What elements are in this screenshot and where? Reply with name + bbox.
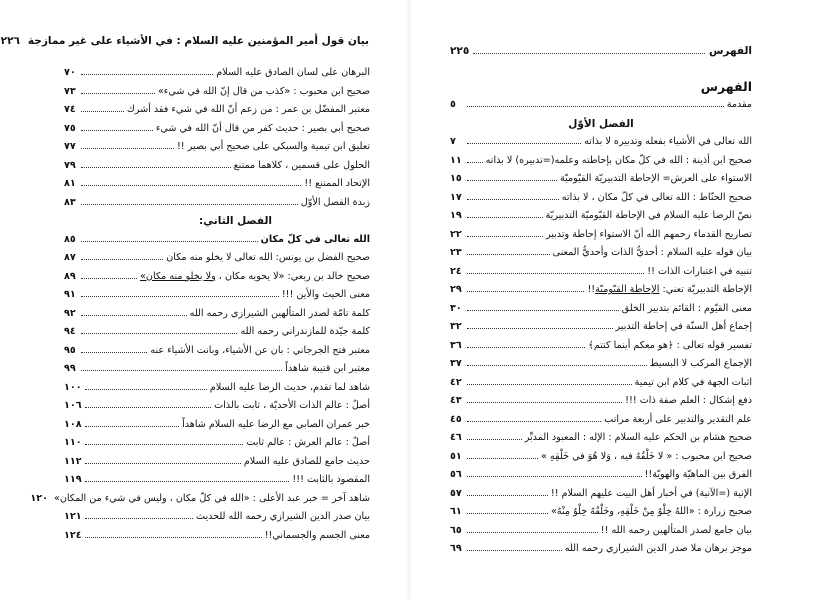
toc-entry-title: [190, 308, 370, 319]
toc-entry-title: [182, 419, 370, 430]
toc-entry-title-text: صحيح خالد بن ربعي: «لا يحويه مكان ،: [215, 270, 370, 282]
leader-dots: [467, 254, 550, 255]
toc-entry-title: [140, 271, 370, 282]
toc-entry-page-number: ٤٢: [450, 376, 462, 388]
toc-entry-title: [562, 192, 752, 203]
toc-entry: [64, 123, 370, 142]
toc-entry: [64, 86, 370, 105]
toc-entry: [450, 525, 752, 544]
toc-entry: [450, 321, 752, 340]
toc-entry: [64, 400, 370, 419]
toc-entry-title: [54, 493, 370, 504]
toc-entry-title: [635, 377, 752, 388]
toc-entry-title-text: الاستواء على العرش= الإحاطة التدبيريّة القيّوميّة: [559, 173, 752, 184]
toc-entry: [450, 358, 752, 377]
toc-entry: [30, 492, 370, 512]
toc-entry: [450, 432, 752, 451]
right-page: [410, 0, 817, 599]
toc-entry-title: [246, 437, 370, 448]
toc-entry-title: [565, 543, 752, 554]
toc-entry-title-text: صحيح أبي بصير : حديث كفر من قال أنّ الله في شيء: [155, 122, 370, 134]
toc-entry-title-text: شاهد لما تقدم، حديث الرضا عليه السلام: [209, 381, 370, 393]
leader-dots: [467, 273, 644, 274]
toc-entry-title-text: دفع إشكال : العلم صفة ذات !!!: [625, 395, 752, 406]
leader-dots: [81, 185, 301, 186]
toc-entry-title-text: بيان جامع لصدر المتألهين رحمه الله !!: [600, 524, 752, 536]
toc-entry-page-number: ٩٩: [64, 363, 76, 374]
leader-dots: [85, 537, 262, 538]
leader-dots: [85, 463, 241, 464]
toc-entry-page-number: ٥٦: [450, 469, 462, 480]
toc-entry-title: [244, 456, 370, 467]
toc-entry-page-number: ٧٧: [64, 141, 76, 152]
leader-dots: [467, 402, 622, 403]
toc-entry: [450, 340, 752, 359]
toc-entry: [64, 234, 370, 253]
toc-entry-page-number: ٢٢: [450, 228, 462, 240]
toc-entry-title-text: صحيح الفضل بن يونس: الله تعالى لا يخلو منه مكان: [166, 252, 370, 263]
toc-entry-title-text: الحلول على قسمين ، كلاهما ممتنع: [233, 159, 370, 171]
toc-entry: [64, 456, 370, 475]
index-title: [450, 79, 752, 99]
toc-entry: [64, 197, 370, 216]
toc-entry: [64, 289, 370, 308]
toc-entry-page-number: ٥: [450, 99, 456, 110]
leader-dots: [85, 444, 244, 445]
page-number: ٢٢٦: [0, 35, 20, 47]
toc-entry-page-number: ٣٢: [450, 321, 462, 332]
toc-entry-title: [285, 363, 370, 374]
toc-entry-page-number: ٩٥: [64, 344, 76, 356]
toc-list-left: [30, 67, 370, 548]
toc-entry-page-number: ١٠٦: [64, 400, 82, 411]
toc-entry-page-number: ٧٤: [64, 104, 76, 115]
toc-entry-title-text: زبدة الفصل الأوّل: [300, 196, 370, 208]
toc-entry: [450, 136, 752, 155]
toc-entry-title: [546, 210, 753, 221]
leader-dots: [81, 352, 147, 353]
toc-entry: [64, 160, 370, 179]
toc-entry: [450, 303, 752, 322]
leader-dots: [473, 53, 705, 54]
toc-entry-page-number: ١٢٠: [30, 492, 48, 504]
toc-entry-title: [216, 67, 370, 78]
toc-entry-title-text: صحيح ابن أذينة : الله في كلّ مكان بإحاطته وعلمه(=تدبيره) لا بذاته: [485, 154, 752, 166]
toc-entry-title: [292, 474, 370, 485]
toc-entry: [450, 155, 752, 174]
toc-entry-title: [588, 340, 752, 351]
toc-entry-title: [541, 451, 752, 462]
toc-entry-title-text: أصلٌ : عالم الذات الأحديّة ، ثابت بالذات: [214, 400, 370, 411]
toc-entry-title-text: الله تعالى في الأشياء بفعله وتدبيره لا بذاته: [584, 136, 752, 147]
toc-entry-title-text: حديث جامع للصادق عليه السلام: [243, 455, 370, 467]
toc-entry-page-number: ١٧: [450, 191, 462, 203]
toc-entry: [64, 104, 370, 123]
toc-entry-page-number: ١١٩: [64, 474, 82, 485]
toc-entry-page-number: ٦١: [450, 506, 462, 517]
toc-entry: [64, 530, 370, 549]
toc-entry-title: [196, 511, 370, 522]
toc-entry-title: [240, 326, 370, 337]
leader-dots: [467, 458, 538, 459]
leader-dots: [467, 421, 601, 422]
toc-entry: [450, 451, 752, 470]
leader-dots: [81, 93, 155, 94]
toc-entry: [450, 266, 752, 285]
toc-entry-title-text: صحيح ابن محبوب : «كذب من قال إنّ الله في شيء»: [157, 85, 370, 97]
toc-entry-page-number: ٢٤: [450, 265, 462, 277]
toc-entry: [450, 229, 752, 248]
toc-entry-title: [560, 173, 752, 184]
toc-entry-title-text: الإتحاد الممتنع !!: [304, 178, 370, 189]
toc-entry-page-number: ٧٩: [64, 159, 76, 171]
chapter-heading: [450, 118, 752, 137]
toc-entry-page-number: ١٢٤: [64, 529, 82, 541]
toc-entry: [64, 474, 370, 493]
toc-entry-title-text: أصلٌ : عالم العرش : عالم ثابت: [246, 437, 370, 448]
toc-entry-page-number: ٩٤: [64, 326, 76, 337]
toc-entry: [64, 141, 370, 160]
toc-entry-page-number: ٨١: [64, 178, 76, 189]
toc-entry: [450, 543, 752, 562]
toc-entry-title-text: صحيح هشام بن الحكم عليه السلام : الإله : المعبود المدبِّر: [524, 432, 752, 443]
leader-dots: [467, 199, 559, 200]
leader-dots: [467, 550, 562, 551]
toc-entry-title: [587, 284, 752, 295]
toc-entry-title: [210, 382, 370, 393]
toc-entry-title-text: اثبات الجهة في كلام ابن تيمية: [634, 376, 752, 388]
leader-dots: [81, 130, 153, 131]
running-header: [450, 45, 752, 57]
toc-entry-page-number: ٨٥: [64, 233, 76, 245]
leader-dots: [81, 259, 163, 260]
toc-entry: [64, 326, 370, 345]
toc-entry-title: [553, 247, 752, 258]
underlined-phrase: الإحاطة القيّوميّة: [595, 284, 660, 295]
toc-entry-title: [177, 141, 370, 152]
toc-entry-page-number: ٤٥: [450, 413, 462, 425]
leader-dots: [467, 236, 543, 237]
toc-entry-title-text: الإجماع المركب لا البسيط: [649, 358, 752, 369]
toc-entry-title: [214, 400, 370, 411]
toc-entry-title: [282, 289, 370, 300]
toc-entry: [450, 414, 752, 433]
toc-entry-page-number: ٢٩: [450, 284, 462, 295]
toc-entry-title: [261, 234, 370, 245]
leader-dots: [85, 518, 193, 519]
toc-entry-page-number: ٣٠: [450, 302, 462, 314]
toc-entry-title-text: تعليق ابن تيمية والسبكي على صحيح أبي بصير !!: [176, 141, 370, 152]
underlined-phrase: ولا يخلو منه مكان»: [140, 270, 216, 282]
leader-dots: [467, 495, 548, 496]
leader-dots: [467, 106, 724, 107]
running-header: [0, 35, 369, 47]
toc-entry-page-number: ٥١: [450, 450, 462, 462]
toc-entry: [450, 506, 752, 525]
leader-dots: [81, 315, 187, 316]
toc-entry-title: [645, 469, 752, 480]
leader-dots: [467, 162, 483, 163]
toc-entry-page-number: ٦٥: [450, 524, 462, 536]
leader-dots: [467, 291, 584, 292]
toc-entry-title: [650, 358, 752, 369]
toc-entry-title-text: شاهد آخر = خبر عبد الأعلى : «الله في كلّ مكان ، وليس في شيء من المكان»: [53, 492, 370, 504]
leader-dots: [81, 333, 237, 334]
toc-entry: [64, 345, 370, 364]
toc-entry-page-number: ١٠٠: [64, 381, 82, 393]
leader-dots: [467, 328, 613, 329]
toc-entry-page-number: ٣٧: [450, 358, 462, 369]
chapter-heading: [64, 215, 370, 234]
leader-dots: [467, 217, 543, 218]
leader-dots: [85, 426, 180, 427]
leader-dots: [467, 384, 632, 385]
chapter-heading-text: الفصل الأوّل: [568, 117, 634, 130]
toc-entry: [450, 173, 752, 192]
toc-entry-title-text: معنى الجسم والجسماني!!: [264, 529, 370, 541]
toc-entry-title-text: تفسير قوله تعالى : ﴿هو معكم أينما كنتم﴾: [588, 339, 752, 351]
toc-entry-title: [601, 525, 752, 536]
leader-dots: [85, 407, 212, 408]
toc-entry-page-number: ٩٢: [64, 307, 76, 319]
leader-dots: [467, 513, 548, 514]
toc-entry-title-text: معنى الحيث والأين !!!: [281, 289, 370, 300]
toc-entry-page-number: ٤٦: [450, 432, 462, 443]
toc-entry-title: [265, 530, 370, 541]
toc-entry: [450, 395, 752, 414]
toc-entry-title-text: تصاريح القدماء رحمهم الله أنّ الاستواء إحاطة وتدبير: [545, 228, 752, 240]
toc-entry-title: [158, 86, 370, 97]
leader-dots: [81, 278, 137, 279]
toc-entry: [64, 178, 370, 197]
toc-entry: [64, 271, 370, 290]
toc-entry-title: [304, 178, 370, 189]
toc-entry-title: [301, 197, 370, 208]
toc-entry-page-number: ١١٢: [64, 455, 82, 467]
toc-entry-page-number: ٦٩: [450, 543, 462, 554]
leader-dots: [467, 347, 585, 348]
toc-entry-title-text: علم التقدير والتدبير على أربعة مراتب: [604, 413, 752, 425]
toc-entry-title-text: مقدمة: [726, 99, 752, 110]
toc-entry-page-number: ٩١: [64, 289, 76, 300]
toc-entry-page-number: ١٥: [450, 173, 462, 184]
toc-entry-title: [166, 252, 370, 263]
toc-entry-title: [546, 229, 752, 240]
toc-entry-title: [625, 395, 752, 406]
toc-entry: [64, 252, 370, 271]
leader-dots: [81, 370, 282, 371]
toc-entry-title-text: صحيح الحنّاط : الله تعالى في كلّ مكان ، لا بذاته: [561, 191, 752, 203]
leader-dots: [467, 143, 581, 144]
leader-dots: [81, 296, 279, 297]
leader-dots: [85, 389, 207, 390]
toc-entry-page-number: ٧٠: [64, 67, 76, 78]
toc-entry-title-text: معتبر المفضّل بن عمر : من زعم أنّ الله في شيء فقد أشرك: [126, 104, 370, 115]
index-title-text: الفهرس: [700, 79, 752, 94]
toc-entry-page-number: ٨٩: [64, 270, 76, 282]
leader-dots: [81, 167, 231, 168]
leader-dots: [467, 365, 647, 366]
toc-entry-page-number: ٧٣: [64, 85, 76, 97]
toc-list-right: [450, 79, 752, 562]
leader-dots: [467, 310, 619, 311]
toc-entry: [64, 419, 370, 438]
leader-dots: [81, 74, 213, 75]
toc-entry-title: [647, 266, 752, 277]
leader-dots: [467, 532, 598, 533]
leader-dots: [81, 241, 258, 242]
toc-entry-title: [127, 104, 370, 115]
toc-entry-page-number: ١١: [450, 154, 462, 166]
toc-entry: [450, 247, 752, 266]
toc-entry-title: [616, 321, 752, 332]
toc-entry-title-text: صحيح ابن محبوب : « لا خَلْقُهُ فيه ، وَلا هُوَ في خَلْقِهِ »: [541, 450, 752, 462]
toc-entry: [450, 469, 752, 488]
toc-entry: [64, 363, 370, 382]
toc-entry-title-text: الفرق بين الماهيّة والهويّة!!: [644, 469, 752, 480]
toc-entry-title: [234, 160, 370, 171]
toc-entry-title-text: الله تعالى في كلّ مكان: [260, 233, 370, 245]
toc-entry-title-text: الإنية (=الآنية) في أخبار أهل البيت عليهم السلام !!: [550, 487, 752, 499]
leader-dots: [467, 439, 522, 440]
toc-entry: [450, 210, 752, 229]
leader-dots: [81, 204, 298, 205]
toc-entry-title-text: تنبيه في اعتبارات الذات !!: [647, 265, 752, 277]
running-header-title: الفهرس: [708, 45, 752, 57]
toc-entry-page-number: ١٠٨: [64, 418, 82, 430]
toc-entry-page-number: ١٢١: [64, 511, 82, 522]
toc-entry: [64, 67, 370, 86]
toc-entry-title-text: نصّ الرضا عليه السلام في الإحاطة القيّوميّة التدبيريّة: [545, 210, 752, 221]
toc-entry-title-text: معتبر ابن قتيبة شاهداً: [285, 363, 370, 374]
toc-entry-title-text: كلمة تامّة لصدر المتألهين الشيرازي رحمه الله: [189, 307, 370, 319]
toc-entry: [450, 99, 752, 118]
toc-entry-title: [604, 414, 752, 425]
toc-entry-title: [525, 432, 752, 443]
toc-entry-title-text: صحيح زرارة : «اللهُ خِلْوٌ مِنْ خَلْقِهِ، وخَلْقُهُ خِلْوٌ مِنْهُ»: [550, 506, 752, 517]
toc-entry-title-text: خبر عمران الصابي مع الرضا عليه السلام شاهداً: [182, 418, 370, 430]
toc-entry-page-number: ٨٧: [64, 252, 76, 263]
toc-entry-page-number: ٥٧: [450, 487, 462, 499]
toc-entry-title: [551, 506, 752, 517]
running-header-title: بيان قول أمير المؤمنين عليه السلام : في الأشياء على غير ممازجة: [27, 35, 369, 47]
toc-entry: [450, 488, 752, 507]
toc-entry-title-text: معنى القيّوم : القائم بتدبير الخلق: [621, 302, 752, 314]
toc-entry-page-number: ٣٦: [450, 339, 462, 351]
toc-entry-page-number: ٤٣: [450, 395, 462, 406]
page-number: ٢٢٥: [450, 45, 470, 57]
toc-entry-title-text: إجماع أهل السنّة في إحاطة التدبير: [615, 321, 752, 332]
title-suffix: !!: [587, 284, 596, 295]
toc-entry: [64, 308, 370, 327]
toc-entry-title-text: بيان قوله عليه السلام : أحديُّ الذات وأحديُّ المعنى: [552, 247, 752, 258]
leader-dots: [85, 481, 290, 482]
chapter-heading-text: الفصل الثاني:: [198, 215, 272, 227]
toc-entry-title: [584, 136, 752, 147]
toc-entry-title-text: بيان صدر الدين الشيرازي رحمه الله للحديث: [196, 511, 370, 522]
toc-entry-title-text: كلمة جيّدة للمازندراني رحمه الله: [240, 326, 370, 337]
toc-entry-title: [150, 345, 370, 356]
toc-entry-page-number: ٢٣: [450, 247, 462, 258]
leader-dots: [467, 476, 642, 477]
toc-entry-page-number: ١٩: [450, 210, 462, 221]
toc-entry: [450, 192, 752, 211]
toc-entry: [64, 511, 370, 530]
toc-entry-title-text: الإحاطة التدبيريّة تعني:: [659, 284, 752, 295]
leader-dots: [81, 111, 124, 112]
toc-entry: [64, 382, 370, 401]
toc-entry-page-number: ١١٠: [64, 437, 82, 448]
toc-entry-title-text: معتبر فتح الجرجاني : بان عن الأشياء، وبانت الأشياء عنه: [150, 344, 370, 356]
toc-entry: [64, 437, 370, 456]
toc-entry-title: [551, 488, 752, 499]
toc-entry: [450, 377, 752, 396]
leader-dots: [81, 148, 174, 149]
toc-entry-title: [486, 155, 752, 166]
toc-entry: [450, 284, 752, 303]
toc-entry-title: [727, 99, 752, 110]
toc-entry-title-text: موجز برهان ملا صدر الدين الشيرازي رحمه الله: [564, 543, 752, 554]
toc-entry-page-number: ٧: [450, 136, 456, 147]
toc-entry-title-text: البرهان على لسان الصادق عليه السلام: [216, 67, 370, 78]
toc-entry-title: [622, 303, 752, 314]
toc-entry-page-number: ٧٥: [64, 122, 76, 134]
leader-dots: [467, 180, 557, 181]
toc-entry-page-number: ٨٣: [64, 196, 76, 208]
toc-entry-title-text: المقصود بالثابت !!!: [292, 474, 370, 485]
toc-entry-title: [156, 123, 370, 134]
